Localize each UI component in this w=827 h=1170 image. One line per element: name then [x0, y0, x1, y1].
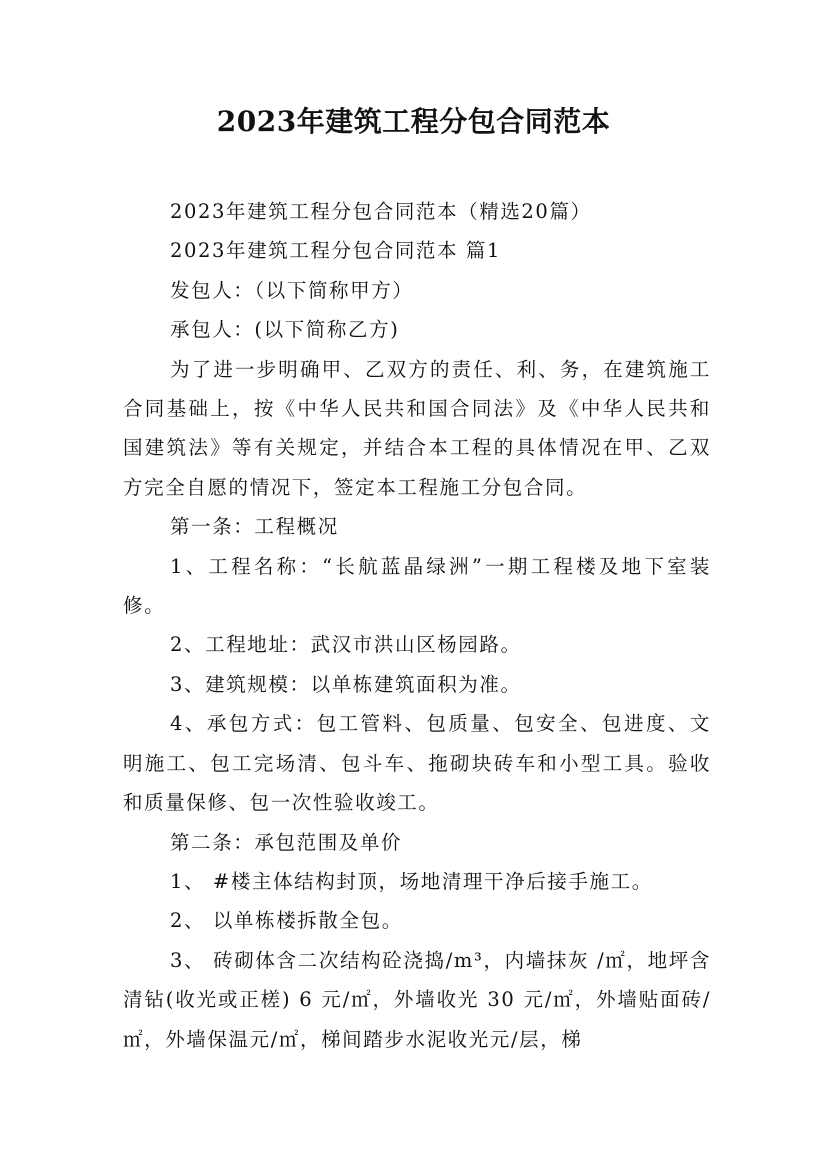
paragraph-section-heading: 2023年建筑工程分包合同范本 篇1 — [170, 239, 502, 263]
document-body — [123, 192, 711, 1059]
paragraph-item-building-scale: 3、建筑规模：以单栋建筑面积为准。 — [170, 672, 522, 696]
paragraph-item-contract-method: 4、承包方式：包工管料、包质量、包安全、包进度、文明施工、包工完场清、包斗车、拖砌块砖车和小型工具。验收和质量保修、包一次性验收竣工。 — [123, 712, 711, 815]
paragraph-scope-item-2: 2、 以单栋楼拆散全包。 — [170, 909, 403, 933]
paragraph-article-2-heading: 第二条：承包范围及单价 — [170, 830, 403, 854]
paragraph-scope-item-1: 1、 #楼主体结构封顶，场地清理干净后接手施工。 — [170, 869, 653, 893]
paragraph-article-1-heading: 第一条：工程概况 — [170, 515, 339, 539]
paragraph-item-project-name: 1、工程名称：“长航蓝晶绿洲”一期工程楼及地下室装修。 — [123, 554, 711, 618]
document-title: 2023年建筑工程分包合同范本 — [216, 105, 611, 138]
paragraph-party-a: 发包人：（以下简称甲方） — [170, 278, 414, 302]
paragraph-collection-title: 2023年建筑工程分包合同范本（精选20篇） — [170, 200, 592, 223]
paragraph-item-project-address: 2、工程地址：武汉市洪山区杨园路。 — [170, 633, 522, 657]
paragraph-preamble: 为了进一步明确甲、乙双方的责任、利、务，在建筑施工合同基础上，按《中华人民共和国合同法》及《中华人民共和国建筑法》等有关规定，并结合本工程的具体情况在甲、乙双方完全自愿的情况下，签定本工程施工分包合同。 — [123, 357, 711, 499]
paragraph-party-b: 承包人：(以下简称乙方) — [170, 318, 400, 342]
paragraph-scope-item-3: 3、 砖砌体含二次结构砼浇捣/m³，内墙抹灰 /㎡，地坪含清钻(收光或正槎) 6 元/㎡，外墙收光 30 元/㎡，外墙贴面砖/㎡，外墙保温元/㎡，梯间踏步水泥收光元/层，梯 — [123, 948, 711, 1051]
